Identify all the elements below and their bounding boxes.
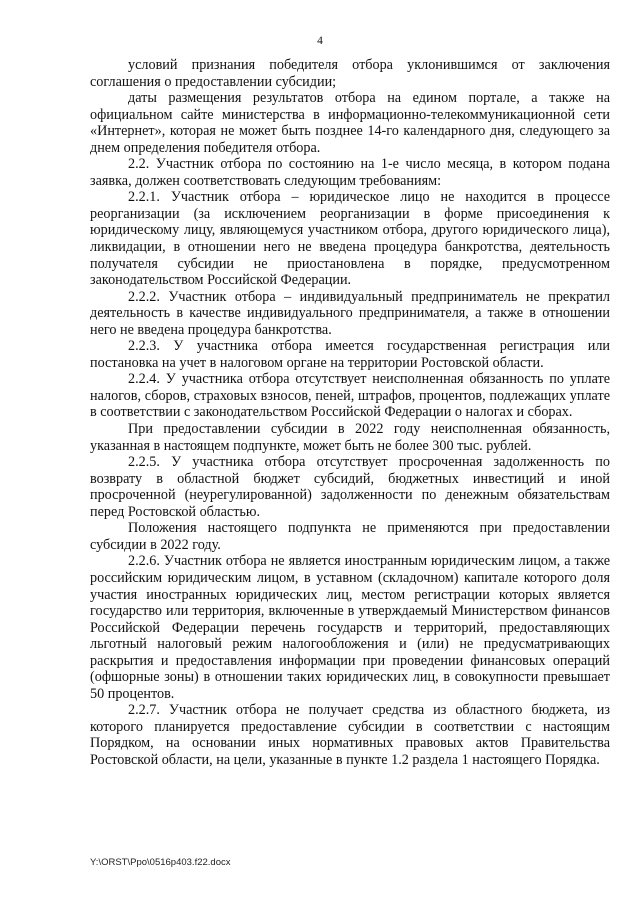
paragraph-2-2-7: 2.2.7. Участник отбора не получает средства из областного бюджета, из которого планируется предоставление субсидии в соответствии с настоящим Порядком, на основании иных нормативных правовых актов Правительства Ростовской области, на цели, указанные в пункте 1.2 раздела 1 настоящего Порядка.	[90, 702, 610, 768]
paragraph-2-2-5-exception: Положения настоящего подпункта не применяются при предоставлении субсидии в 2022 году.	[90, 520, 610, 553]
paragraph-2-2-3: 2.2.3. У участника отбора имеется государственная регистрация или постановка на учет в налоговом органе на территории Ростовской области.	[90, 338, 610, 371]
paragraph-conditions-continued: условий признания победителя отбора уклонившимся от заключения соглашения о предоставлении субсидии;	[90, 57, 610, 90]
paragraph-2-2-6: 2.2.6. Участник отбора не является иностранным юридическим лицом, а также российским юридическим лицом, в уставном (складочном) капитале которого доля участия иностранных юридических лиц, местом регистрации которых является государство или территория, включенные в утверждаемый Министерством финансов Российской Федерации перечень государств и территорий, предоставляющих льготный налоговый режим налогообложения и (или) не предусматривающих раскрытия и предоставления информации при проведении финансовых операций (офшорные зоны) в отношении таких юридических лиц, в совокупности превышает 50 процентов.	[90, 553, 610, 702]
paragraph-2-2: 2.2. Участник отбора по состоянию на 1-е число месяца, в котором подана заявка, должен соответствовать следующим требованиям:	[90, 156, 610, 189]
paragraph-2-2-1: 2.2.1. Участник отбора – юридическое лицо не находится в процессе реорганизации (за исключением реорганизации в форме присоединения к юридическому лицу, являющемуся участником отбора, другого юридического лица), ликвидации, в отношении него не введена процедура банкротства, деятельность получателя субсидии не приостановлена в порядке, предусмотренном законодательством Российской Федерации.	[90, 189, 610, 289]
paragraph-2-2-5: 2.2.5. У участника отбора отсутствует просроченная задолженность по возврату в областной бюджет субсидий, бюджетных инвестиций и иной просроченной (неурегулированной) задолженности по денежным обязательствам перед Ростовской областью.	[90, 454, 610, 520]
page-number: 4	[317, 35, 323, 47]
paragraph-2-2-4: 2.2.4. У участника отбора отсутствует неисполненная обязанность по уплате налогов, сборов, страховых взносов, пеней, штрафов, процентов, подлежащих уплате в соответствии с законодательством Российской Федерации о налогах и сборах.	[90, 371, 610, 421]
document-body	[90, 57, 610, 769]
file-path-footer: Y:\ORST\Ppo\0516p403.f22.docx	[90, 857, 231, 868]
paragraph-2022-limit: При предоставлении субсидии в 2022 году неисполненная обязанность, указанная в настоящем подпункте, может быть не более 300 тыс. рублей.	[90, 421, 610, 454]
paragraph-publication-dates: даты размещения результатов отбора на едином портале, а также на официальном сайте министерства в информационно-телекоммуникационной сети «Интернет», которая не может быть позднее 14-го календарного дня, следующего за днем определения победителя отбора.	[90, 90, 610, 156]
paragraph-2-2-2: 2.2.2. Участник отбора – индивидуальный предприниматель не прекратил деятельность в качестве индивидуального предпринимателя, а также в отношении него не введена процедура банкротства.	[90, 288, 610, 338]
